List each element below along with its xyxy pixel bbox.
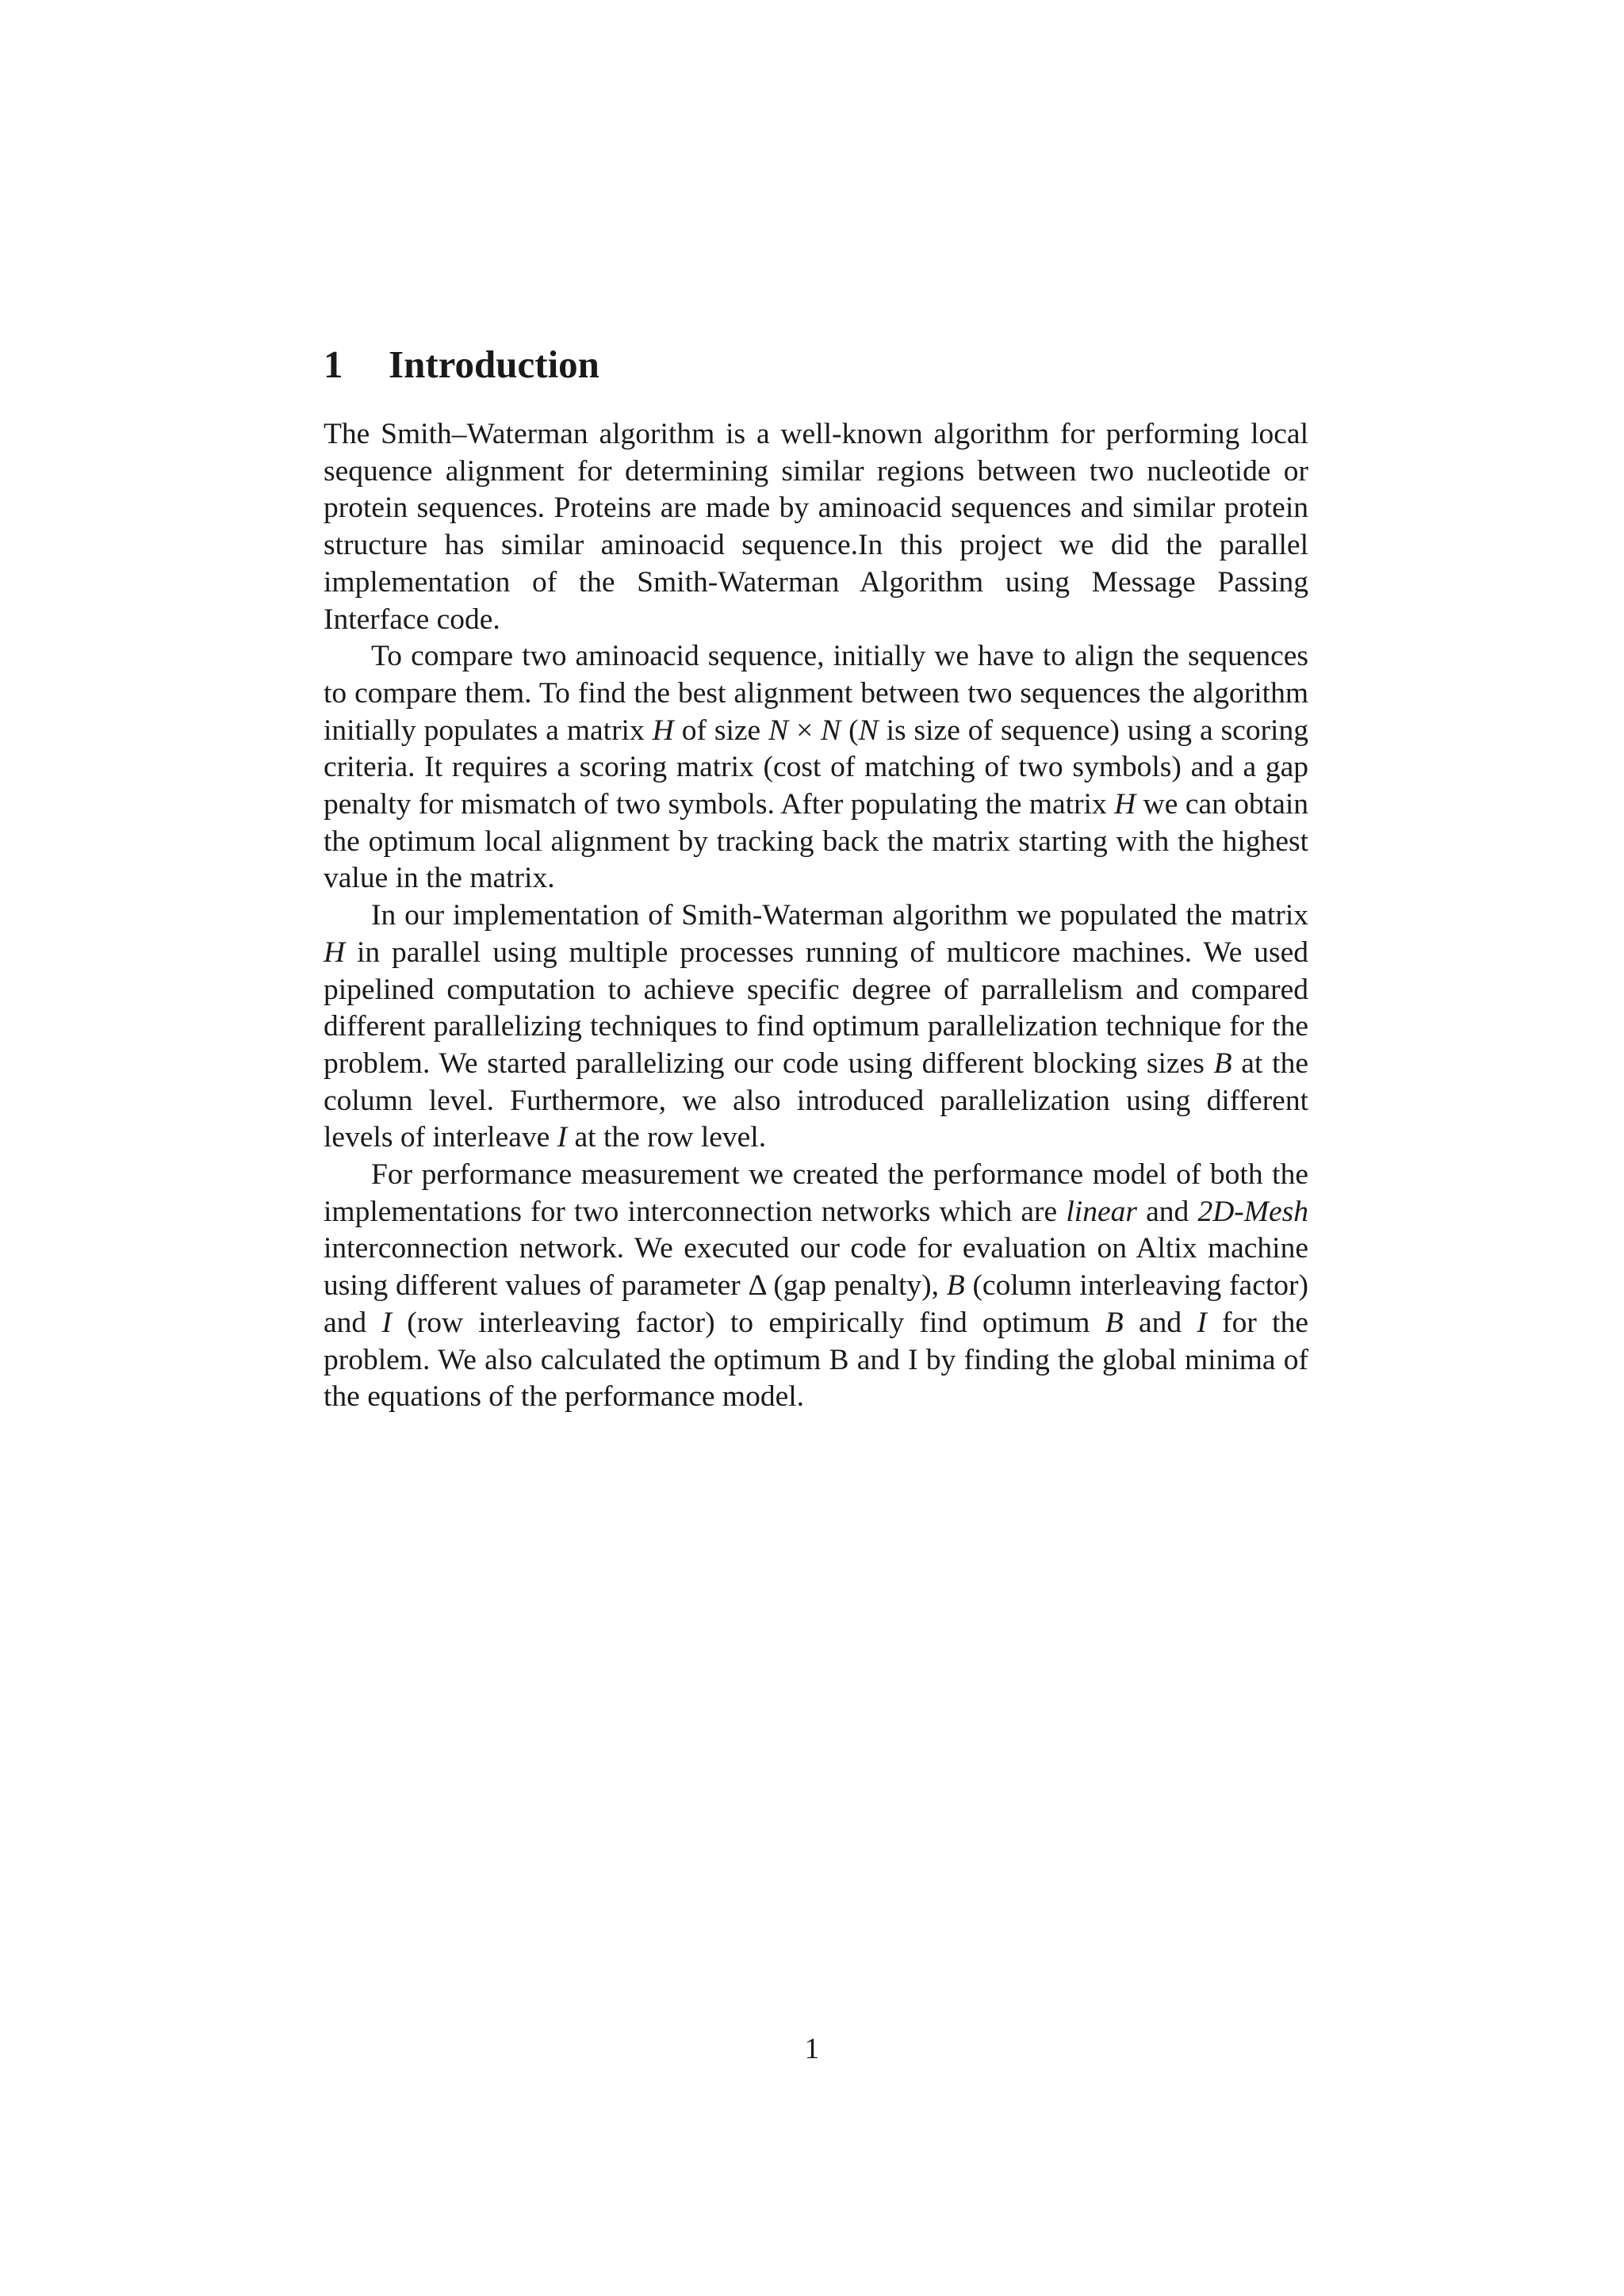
text-run: and bbox=[1123, 1306, 1197, 1339]
page-number: 1 bbox=[804, 2033, 820, 2065]
text-run: ( bbox=[841, 714, 859, 747]
text-run: (row interleaving factor) to empirically find optimum bbox=[391, 1306, 1105, 1339]
text-run: at the column level. Furthermore, we also introduced parallelization using different levels of interleave bbox=[324, 1047, 1308, 1154]
text-run: of size bbox=[673, 714, 769, 747]
paragraph-3 bbox=[324, 897, 1308, 1157]
math-symbol: H bbox=[652, 714, 674, 747]
text-run: To compare two aminoacid sequence, initially we have to align the sequences to compare them. To find the best alignment between two sequences the algorithm initially populates a matrix bbox=[324, 640, 1308, 747]
body-text bbox=[324, 416, 1308, 1416]
text-run: is size of sequence) using a scoring criteria. It requires a scoring matrix (cost of matching of two symbols) and a gap penalty for mismatch of two symbols. After populating the matrix bbox=[324, 714, 1308, 821]
paragraph-1: The Smith–Waterman algorithm is a well-known algorithm for performing local sequence alignment for determining similar regions between two nucleotide or protein sequences. Proteins are made by aminoacid sequences and similar protein structure has similar aminoacid sequence.In this project we did the parallel implementation of the Smith-Waterman Algorithm using Message Passing Interface code. bbox=[324, 418, 1308, 636]
emphasis-2d-mesh: 2D-Mesh bbox=[1197, 1195, 1308, 1228]
math-symbol: H bbox=[324, 936, 346, 969]
section-heading bbox=[324, 341, 599, 388]
text-run: in parallel using multiple processes running of multicore machines. We used pipelined computation to achieve specific degree of parrallelism and compared different parallelizing techniques to find optimum parallelization technique for the problem. We started parallelizing our code using different blocking sizes bbox=[324, 936, 1308, 1080]
paragraph-2 bbox=[324, 638, 1308, 897]
math-symbol: I bbox=[381, 1306, 392, 1339]
math-symbol: B bbox=[1213, 1047, 1232, 1080]
math-symbol: N bbox=[821, 714, 841, 747]
math-symbol: N bbox=[858, 714, 879, 747]
text-run: for the problem. We also calculated the optimum B and I by finding the global minima of the equations of the performance model. bbox=[324, 1306, 1308, 1414]
text-run: we can obtain the optimum local alignment by tracking back the matrix starting with the highest value in the matrix. bbox=[324, 788, 1309, 895]
math-symbol: I bbox=[1197, 1306, 1207, 1339]
text-run: (gap penalty), bbox=[765, 1269, 947, 1303]
math-symbol: B bbox=[1105, 1306, 1124, 1339]
text-run: at the row level. bbox=[567, 1121, 767, 1154]
section-number: 1 bbox=[324, 342, 343, 386]
math-symbol: I bbox=[557, 1121, 568, 1154]
text-run: interconnection network. We executed our code for evaluation on Altix machine using different values of parameter bbox=[324, 1232, 1308, 1303]
text-run: In our implementation of Smith-Waterman algorithm we populated the matrix bbox=[371, 899, 1308, 932]
text-run: and bbox=[1136, 1195, 1198, 1228]
math-operator: × bbox=[788, 714, 822, 747]
section-title: Introduction bbox=[389, 342, 599, 386]
text-run: For performance measurement we created the performance model of both the implementations for two interconnection networks which are bbox=[324, 1158, 1308, 1228]
text-run: (column interleaving factor) and bbox=[324, 1269, 1308, 1339]
math-symbol: H bbox=[1114, 788, 1136, 821]
math-symbol: N bbox=[768, 714, 789, 747]
math-symbol: B bbox=[946, 1269, 965, 1303]
emphasis-linear: linear bbox=[1066, 1195, 1137, 1228]
paragraph-4 bbox=[324, 1157, 1308, 1416]
math-symbol-delta: Δ bbox=[748, 1269, 766, 1303]
